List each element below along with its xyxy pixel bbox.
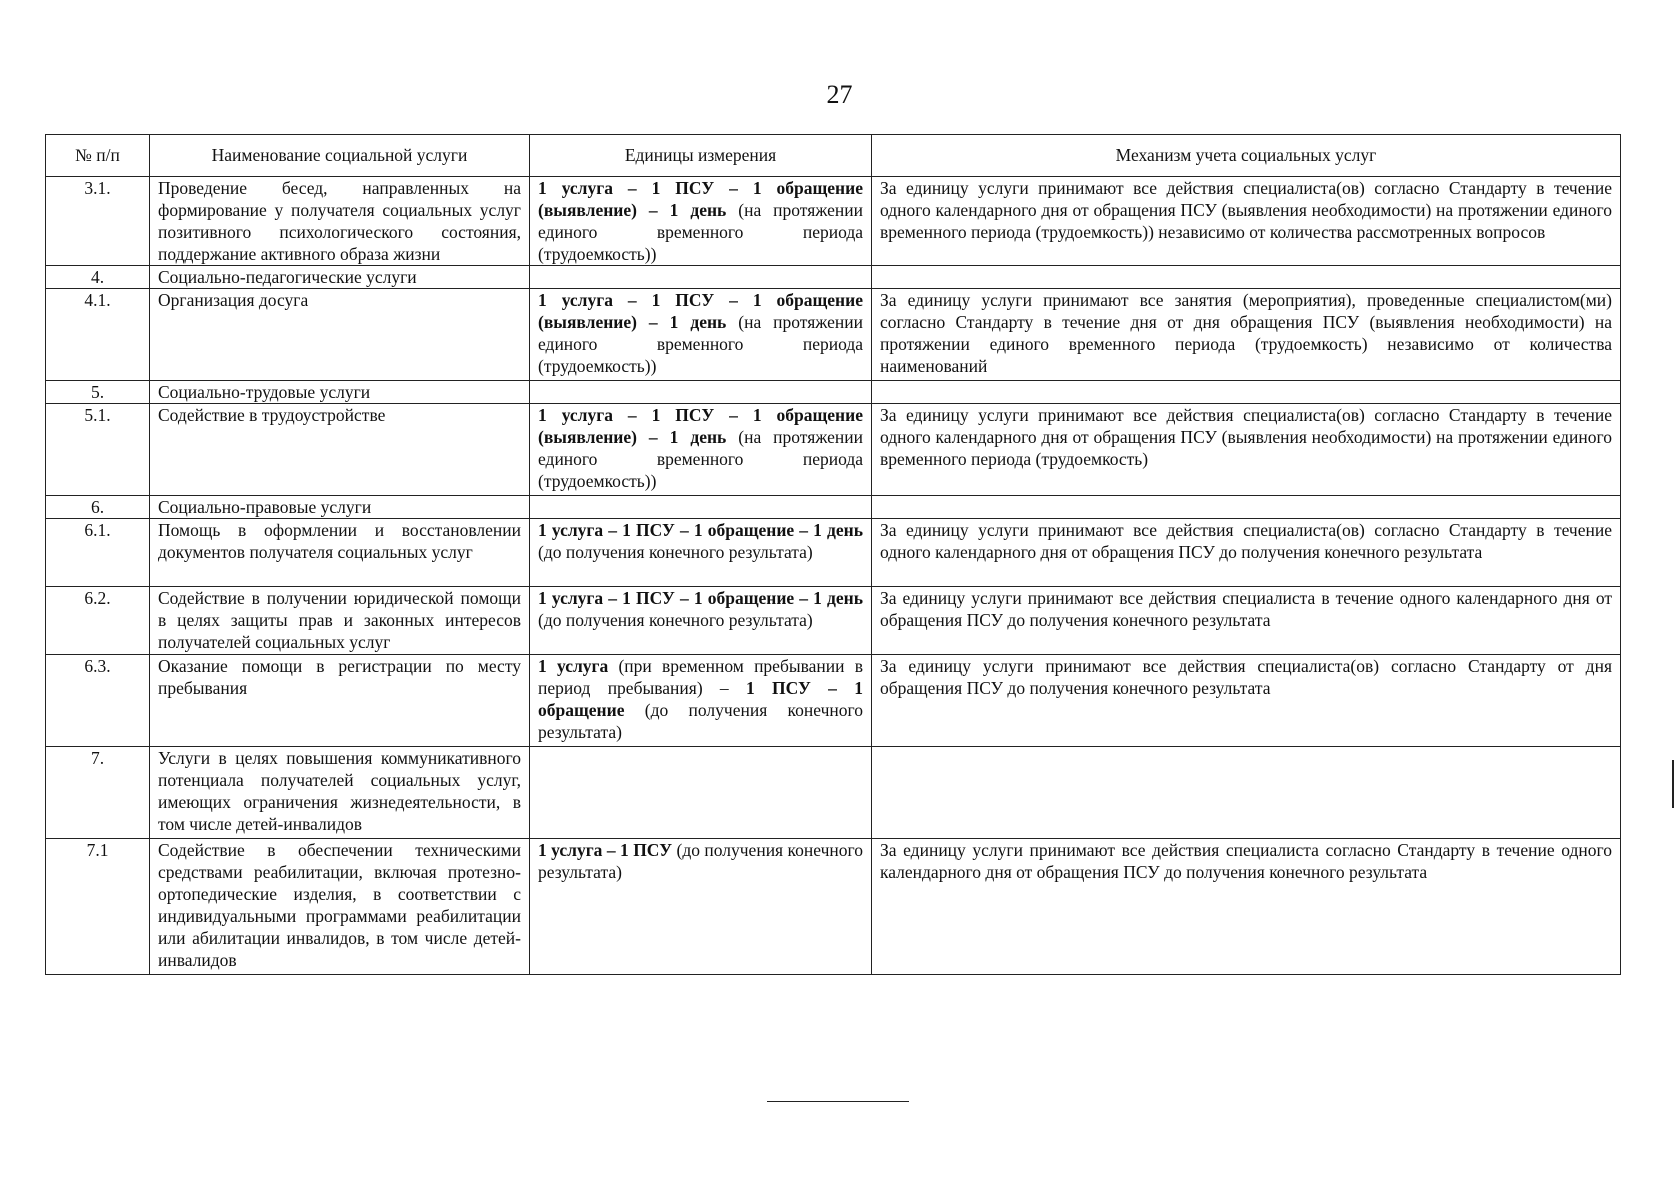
row-mechanism: За единицу услуги принимают все действия специалиста в течение одного календарного дня от обращения ПСУ до получения конечного результата	[872, 587, 1621, 655]
row-name: Оказание помощи в регистрации по месту пребывания	[150, 655, 530, 747]
row-name: Социально-педагогические услуги	[150, 266, 530, 289]
row-name: Проведение бесед, направленных на формирование у получателя социальных услуг позитивного психологического состояния, поддержание активного образа жизни	[150, 177, 530, 266]
unit-bold: 1 услуга – 1 ПСУ – 1 обращение (выявление) – 1 день	[538, 178, 863, 220]
row-num: 7.1	[46, 839, 150, 975]
unit-bold: 1 услуга – 1 ПСУ	[538, 840, 673, 860]
row-unit	[530, 404, 872, 496]
row-num: 5.1.	[46, 404, 150, 496]
row-unit	[530, 266, 872, 289]
table-row	[46, 496, 1621, 519]
table-row	[46, 747, 1621, 839]
unit-bold: 1 ПСУ – 1 обращение	[538, 678, 863, 720]
row-num: 4.	[46, 266, 150, 289]
row-num: 6.1.	[46, 519, 150, 587]
unit-rest: (при временном пребывании в период пребывания) –	[538, 656, 864, 698]
unit-rest: (до получения конечного результата)	[538, 700, 863, 742]
header-unit: Единицы измерения	[530, 135, 872, 177]
row-mechanism: За единицу услуги принимают все действия специалиста(ов) согласно Стандарту от дня обращения ПСУ до получения конечного результата	[872, 655, 1621, 747]
unit-bold: 1 услуга – 1 ПСУ – 1 обращение – 1 день	[538, 588, 863, 608]
unit-rest: (на протяжении единого временного периода (трудоемкость))	[538, 200, 863, 264]
row-mechanism	[872, 747, 1621, 839]
row-mechanism: За единицу услуги принимают все действия специалиста согласно Стандарту в течение одного календарного дня от обращения ПСУ до получения конечного результата	[872, 839, 1621, 975]
row-unit	[530, 381, 872, 404]
row-mechanism: За единицу услуги принимают все занятия (мероприятия), проведенные специалистом(ми) согласно Стандарту в течение дня от дня обращения ПСУ (выявления необходимости) на протяжении единого временного периода (трудоемкость) независимо от количества наименований	[872, 289, 1621, 381]
table-row	[46, 655, 1621, 747]
row-mechanism	[872, 381, 1621, 404]
scan-margin-mark	[1672, 760, 1674, 808]
row-mechanism	[872, 266, 1621, 289]
row-name: Содействие в трудоустройстве	[150, 404, 530, 496]
row-mechanism: За единицу услуги принимают все действия специалиста(ов) согласно Стандарту в течение одного календарного дня от обращения ПСУ (выявления необходимости) на протяжении единого временного периода (трудоемкость)	[872, 404, 1621, 496]
header-mechanism: Механизм учета социальных услуг	[872, 135, 1621, 177]
page-number: 27	[826, 80, 853, 109]
unit-rest: (на протяжении единого временного периода (трудоемкость))	[538, 427, 863, 491]
row-name: Услуги в целях повышения коммуникативного потенциала получателей социальных услуг, имеющих ограничения жизнедеятельности, в том числе детей-инвалидов	[150, 747, 530, 839]
end-of-page-rule	[767, 1101, 909, 1102]
table-row	[46, 839, 1621, 975]
row-unit	[530, 496, 872, 519]
unit-rest: (до получения конечного результата)	[538, 542, 813, 562]
row-num: 7.	[46, 747, 150, 839]
unit-bold: 1 услуга – 1 ПСУ – 1 обращение (выявление) – 1 день	[538, 405, 863, 447]
row-name: Содействие в обеспечении техническими средствами реабилитации, включая протезно-ортопедические изделия, в соответствии с индивидуальными программами реабилитации или абилитации инвалидов, в том числе детей-инвалидов	[150, 839, 530, 975]
row-num: 4.1.	[46, 289, 150, 381]
unit-rest: (до получения конечного результата)	[538, 840, 864, 882]
row-name: Социально-правовые услуги	[150, 496, 530, 519]
row-unit	[530, 587, 872, 655]
row-unit	[530, 839, 872, 975]
row-num: 6.2.	[46, 587, 150, 655]
row-name: Содействие в получении юридической помощи в целях защиты прав и законных интересов получателей социальных услуг	[150, 587, 530, 655]
unit-rest: (на протяжении единого временного периода (трудоемкость))	[538, 312, 863, 376]
unit-bold: 1 услуга – 1 ПСУ – 1 обращение (выявление) – 1 день	[538, 290, 863, 332]
row-mechanism: За единицу услуги принимают все действия специалиста(ов) согласно Стандарту в течение одного календарного дня от обращения ПСУ (выявления необходимости) на протяжении единого временного периода (трудоемкость)) независимо от количества рассмотренных вопросов	[872, 177, 1621, 266]
header-num: № п/п	[46, 135, 150, 177]
table-row	[46, 289, 1621, 381]
unit-bold: 1 услуга – 1 ПСУ – 1 обращение – 1 день	[538, 520, 863, 540]
row-unit	[530, 177, 872, 266]
row-num: 5.	[46, 381, 150, 404]
row-name: Помощь в оформлении и восстановлении документов получателя социальных услуг	[150, 519, 530, 587]
table-row	[46, 519, 1621, 587]
row-name: Социально-трудовые услуги	[150, 381, 530, 404]
row-num: 3.1.	[46, 177, 150, 266]
row-unit	[530, 747, 872, 839]
unit-rest: (до получения конечного результата)	[538, 610, 813, 630]
services-table	[45, 134, 1621, 975]
row-unit	[530, 289, 872, 381]
row-name: Организация досуга	[150, 289, 530, 381]
table-row	[46, 404, 1621, 496]
unit-bold: 1 услуга	[538, 656, 609, 676]
table-row	[46, 266, 1621, 289]
row-unit	[530, 519, 872, 587]
row-num: 6.	[46, 496, 150, 519]
row-num: 6.3.	[46, 655, 150, 747]
row-unit	[530, 655, 872, 747]
table-row	[46, 177, 1621, 266]
table-header-row	[46, 135, 1621, 177]
table-row	[46, 587, 1621, 655]
table-row	[46, 381, 1621, 404]
header-name: Наименование социальной услуги	[150, 135, 530, 177]
row-mechanism: За единицу услуги принимают все действия специалиста(ов) согласно Стандарту в течение одного календарного дня от обращения ПСУ до получения конечного результата	[872, 519, 1621, 587]
row-mechanism	[872, 496, 1621, 519]
